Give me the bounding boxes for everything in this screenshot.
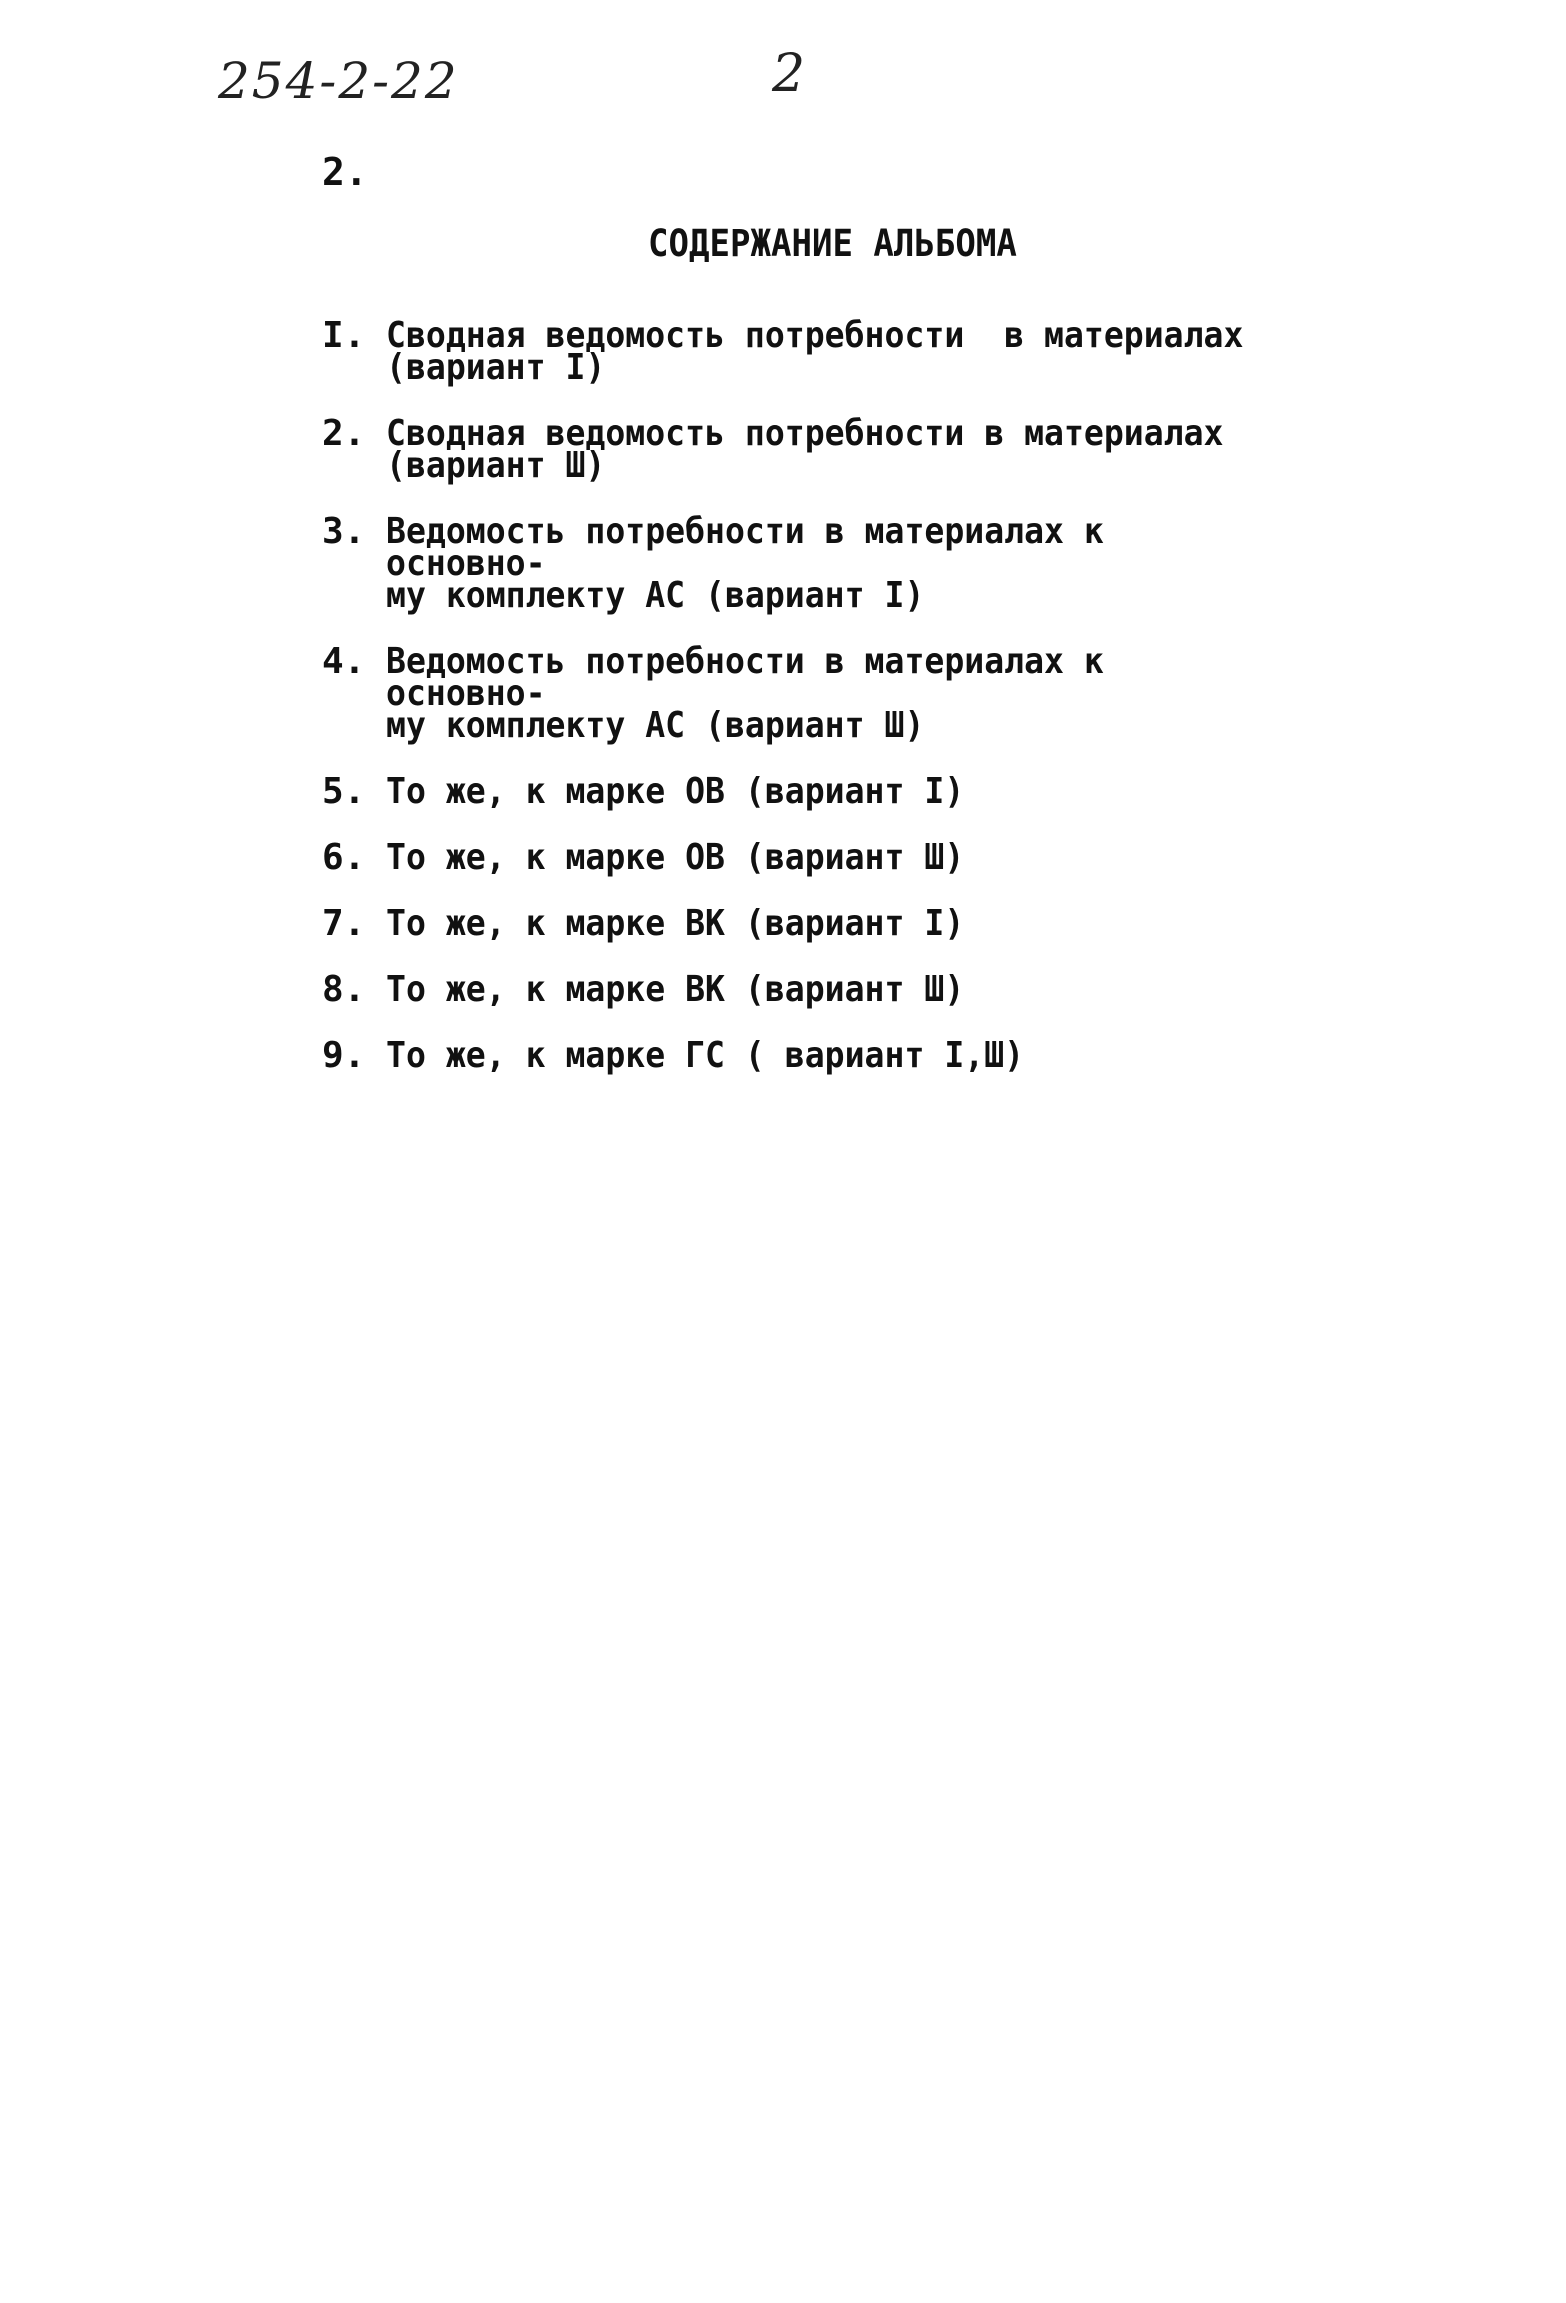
contents-item (322, 771, 1322, 812)
contents-item-text: То же, к марке ВК (вариант I) (386, 903, 965, 944)
contents-item (322, 511, 1322, 616)
contents-item-text: Сводная ведомость потребности в материалах (вариант I) (386, 315, 1244, 388)
contents-item-number: 7. (322, 903, 366, 944)
album-contents-title: СОДЕРЖАНИЕ АЛЬБОМА (648, 222, 1017, 265)
contents-item-text: То же, к марке ВК (вариант Ш) (386, 969, 965, 1010)
handwritten-page-number: 2 (772, 44, 806, 104)
contents-list (322, 315, 1322, 1106)
contents-item-number: 5. (322, 771, 366, 812)
contents-item-number: 9. (322, 1035, 366, 1076)
contents-item (322, 413, 1322, 486)
contents-item (322, 1035, 1322, 1076)
contents-item-text: Ведомость потребности в материалах к основно- му комплекту АС (вариант Ш) (386, 641, 1104, 746)
contents-item-text: Ведомость потребности в материалах к основно- му комплекту АС (вариант I) (386, 511, 1104, 616)
document-code: 254-2-22 (218, 52, 459, 110)
contents-item (322, 837, 1322, 878)
contents-item-number: 3. (322, 511, 366, 552)
contents-item-text: То же, к марке ОВ (вариант I) (386, 771, 965, 812)
contents-item (322, 969, 1322, 1010)
contents-item-number: I. (322, 315, 366, 356)
contents-item-number: 4. (322, 641, 366, 682)
contents-item (322, 315, 1322, 388)
contents-item (322, 641, 1322, 746)
contents-item-number: 2. (322, 413, 366, 454)
contents-item-number: 6. (322, 837, 366, 878)
contents-item-text: То же, к марке ОВ (вариант Ш) (386, 837, 965, 878)
contents-item (322, 903, 1322, 944)
contents-item-text: Сводная ведомость потребности в материалах (вариант Ш) (386, 413, 1224, 486)
contents-item-number: 8. (322, 969, 366, 1010)
typed-page-number: 2. (322, 150, 368, 194)
contents-item-text: То же, к марке ГС ( вариант I,Ш) (386, 1035, 1025, 1076)
